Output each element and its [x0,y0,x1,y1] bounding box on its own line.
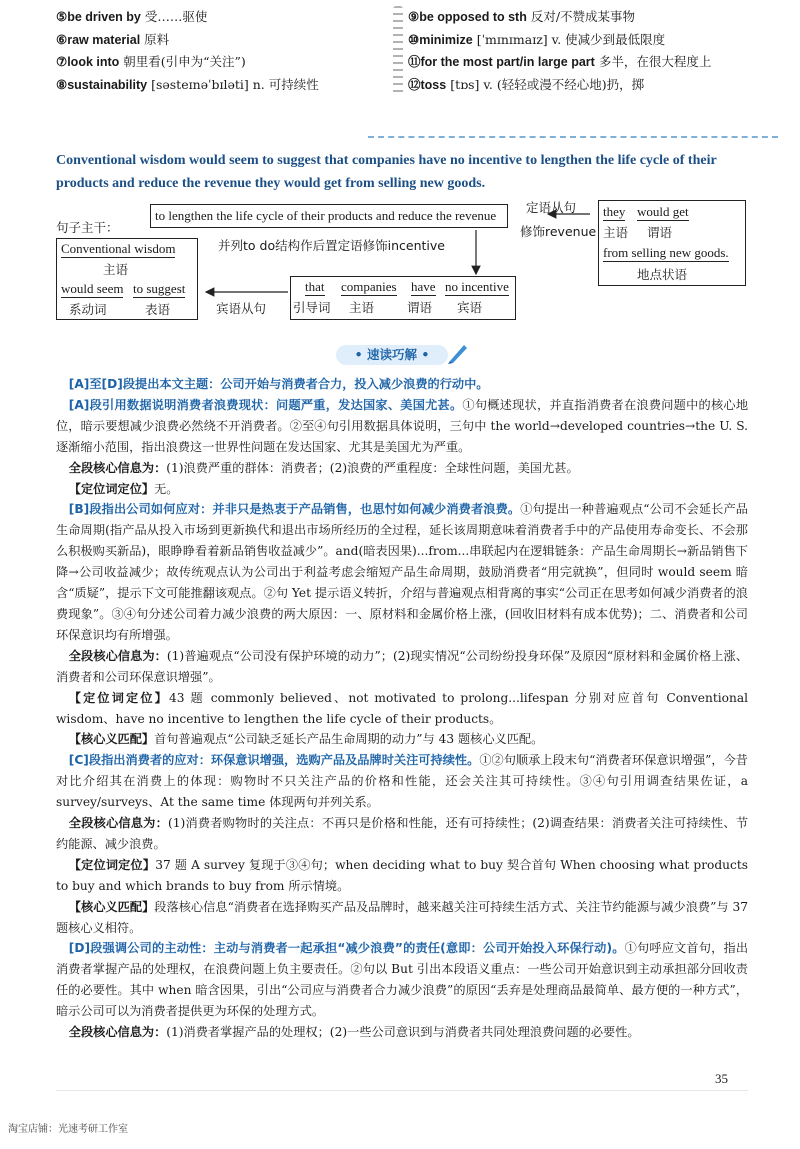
attr-target-label: 修饰revenue [520,224,597,239]
subject-role: 主语 [103,262,129,277]
linking-verb: would seem [61,281,124,296]
obj-word-3: have [411,279,436,294]
paragraph-lead: [C]段指出消费者的应对：环保意识增强，选购产品及品牌时关注可持续性。 [68,753,480,768]
analysis-paragraph [56,897,748,939]
infinitive-phrase: to lengthen the life cycle of their products and reduce the revenue [155,208,497,223]
analysis-paragraph [56,646,748,688]
attr-adverbial-role: 地点状语 [637,267,688,282]
analysis-paragraph [56,395,748,458]
analysis-paragraph [56,458,748,479]
attr-role-1: 主语 [603,225,629,240]
spiral-binding-decoration [393,6,403,94]
vocab-gloss: [ˈmɪnɪmaɪz] v. 使减少到最低限度 [476,31,666,47]
vocab-item [408,74,711,97]
vocab-item [408,51,711,74]
bottom-rule [56,1090,748,1091]
obj-role-3: 谓语 [407,300,433,315]
vocab-term: ⑪for the most part/in large part [408,55,595,69]
paragraph-text: 43 题 commonly believed、not motivated to prolong...lifespan 分别对应首句 Conventional wisdom、have no incentive to lengthen the life cycle of their products。 [56,690,748,726]
paragraph-lead: 【定位词定位】 [68,481,155,496]
subject-phrase: Conventional wisdom [61,241,176,256]
analysis-paragraph [56,750,748,813]
attr-clause-box [598,200,746,286]
paragraph-lead: [B]段指出公司如何应对：并非只是热衷于产品销售，也思忖如何减少消费者浪费。 [68,502,521,517]
predicative-role: 表语 [145,302,171,317]
attr-adverbial: from selling new goods. [603,245,729,260]
vocab-term: ⑥raw material [56,32,141,47]
paragraph-lead: [A]至[D]段提出本文主题：公司开始与消费者合力，投入减少浪费的行动中。 [68,377,489,391]
main-clause-label: 句子主干： [56,220,119,235]
paragraph-text: (1)消费者购物时的关注点：不再只是价格和性能，还有可持续性；(2)调查结果：消费者关注可持续性、节约能源、减少浪费。 [56,816,749,851]
section-title: • 速读巧解 • [336,345,448,365]
analysis-paragraph [56,729,748,750]
paragraph-lead: 全段核心信息为： [68,648,167,663]
paragraph-text: ①句提出一种普遍观点“公司不会延长产品生命周期(指产品从投入市场到更新换代和退出市场所经历的全过程，延长该周期意味着消费者手中的产品使用寿命变长、不会那么积极购买新品)，眼睁睁看着新品销售收益减少”。and(暗表因果)...from...串联起内在逻辑链条：产品生命周期长→新品销售下降→公司收益减少；故传统观点认为公司出于利益考虑会缩短产品生命周期，鼓励消费者“用完就换”，但同时 would seem 暗含“质疑”，提示下文可能推翻该观点。②句 Yet 提示语义转折，介绍与普遍观点相背离的事实“公司正在思考如何减少消费者的浪费现象”。③④句分述公司着力减少浪费的两大原因：一、原材料和金属价格上涨，(回收旧材料有成本优势)；二、消费者和公司环保意识均有所增强。 [56,502,748,642]
analysis-paragraph [56,813,748,855]
vocab-item [56,6,319,29]
paragraph-text: ①②句顺承上段末句“消费者环保意识增强”，今昔对比介绍其在消费上的体现：购物时不只关注产品的价格和性能，还会关注其可持续性。③④句引用调查结果佐证，a survey/surveys、At the same time 体现两句并列关系。 [56,753,748,810]
obj-word-1: that [305,279,325,294]
obj-word-4: no incentive [445,279,509,294]
paragraph-text: 段落核心信息“消费者在选择购买产品及品牌时，越来越关注可持续生活方式、关注节约能源与减少浪费”与 37 题核心义相符。 [56,899,749,935]
pen-icon [446,341,470,365]
paragraph-lead: 全段核心信息为： [68,1025,167,1040]
vocab-item [56,74,319,97]
vocab-term: ⑤be driven by [56,10,141,24]
vocab-gloss: 原料 [144,31,170,47]
paragraph-text: (1)浪费严重的群体：消费者；(2)浪费的严重程度：全球性问题，美国尤甚。 [166,460,579,475]
footer-shop-note: 淘宝店铺：光速考研工作室 [8,1124,128,1135]
vocab-term: ⑫toss [408,77,447,92]
analysis-sentence: Conventional wisdom would seem to suggest that companies have no incentive to lengthen the life cycle of their products and reduce the revenue they would get from selling new goods. [56,153,717,191]
vocab-gloss: 反对/不赞成某事物 [530,9,636,24]
linking-role: 系动词 [69,302,107,317]
obj-word-2: companies [341,279,397,294]
analysis-paragraph [56,499,748,645]
predicative: to suggest [133,281,186,296]
vocab-gloss: [səsteɪnəˈbɪləti] n. 可持续性 [151,76,319,92]
paragraph-lead: 【核心义匹配】 [68,732,155,747]
paragraph-text: 37 题 A survey 复现于③④句；when deciding what to buy 契合首句 When choosing what products to buy and which brands to buy from 所示情境。 [56,857,748,893]
analysis-paragraph [56,938,748,1022]
vocab-item [56,51,319,74]
vocab-item [408,6,711,29]
paragraph-lead: [A]段引用数据说明消费者浪费现状：问题严重，发达国家、美国尤甚。 [68,397,463,412]
dashed-divider [368,136,778,138]
vocab-item [408,29,711,52]
paragraph-text: ①句概述现状，并直指消费者在浪费问题中的核心地位，暗示要想减少浪费必然绕不开消费者。②至④句引用数据具体说明，三句中 the world→developed countries→the U. S. 逐渐缩小范围，指出浪费这一世界性问题在发达国家、尤其是美国尤为严重。 [56,397,749,454]
section-header [330,343,470,367]
obj-role-1: 引导词 [293,300,331,315]
vocab-gloss: 朝里看(引申为“关注”) [123,54,246,69]
vocab-term: ⑩minimize [408,32,473,47]
vocab-term: ⑧sustainability [56,77,148,92]
analysis-paragraph [56,855,748,897]
vocab-list-left [56,6,319,96]
vocab-gloss: [tɒs] v. (轻轻或漫不经心地)扔，掷 [450,76,645,92]
vocab-term: ⑦look into [56,55,120,69]
paragraph-lead: 【定位词定位】 [68,690,169,705]
analysis-paragraph [56,479,748,500]
attr-word-1: they [603,204,626,219]
paragraph-text: (1)消费者掌握产品的处理权；(2)一些公司意识到与消费者共同处理浪费问题的必要性。 [166,1025,640,1040]
paragraph-text: 首句普遍观点“公司缺乏延长产品生命周期的动力”与 43 题核心义匹配。 [154,732,544,747]
analysis-body [56,374,748,1043]
paragraph-lead: 全段核心信息为： [68,816,168,831]
paragraph-lead: [D]段强调公司的主动性：主动与消费者一起承担“减少浪费”的责任(意即：公司开始投入环保行动)。 [68,941,625,956]
object-clause-box [290,276,516,320]
paragraph-lead: 【核心义匹配】 [68,899,155,914]
obj-role-4: 宾语 [457,300,483,315]
vocab-term: ⑨be opposed to sth [408,10,527,24]
sentence-structure-diagram [56,196,756,322]
obj-role-2: 主语 [349,300,375,315]
vocab-gloss: 多半，在很大程度上 [598,54,712,69]
infinitive-box [150,204,508,228]
main-clause-box [56,238,198,320]
attr-clause-label: 定语从句 [526,200,577,215]
analysis-paragraph [56,1022,748,1043]
attr-word-2: would get [637,204,689,219]
paragraph-lead: 【定位词定位】 [68,857,156,872]
vocab-list-right [408,6,711,96]
paragraph-text: 无。 [154,481,179,496]
object-clause-label: 宾语从句 [216,301,267,316]
vocab-item [56,29,319,52]
paragraph-lead: 全段核心信息为： [68,460,167,475]
analysis-paragraph [56,374,748,395]
paragraph-text: ①句呼应文首句，指出消费者掌握产品的处理权，在浪费问题上负主要责任。②句以 But 引出本段语义重点：一些公司开始意识到主动承担部分回收责任的必要性。其中 when 暗含因果，引出“公司应与消费者合力减少浪费”的原因“丢弃是处理商品最简单、最方便的一种方式”，暗示公司可以为消费者提供更为环保的处理方式。 [56,941,749,1019]
attr-role-2: 谓语 [647,225,673,240]
page-number: 35 [715,1071,728,1086]
vocab-gloss: 受……驱使 [144,9,208,24]
paragraph-text: (1)普遍观点“公司没有保护环境的动力”；(2)现实情况“公司纷纷投身环保”及原因“原材料和金属价格上涨、消费者和公司环保意识增强”。 [56,648,749,684]
parallel-note: 并列to do结构作后置定语修饰incentive [218,238,445,253]
analysis-paragraph [56,688,748,730]
